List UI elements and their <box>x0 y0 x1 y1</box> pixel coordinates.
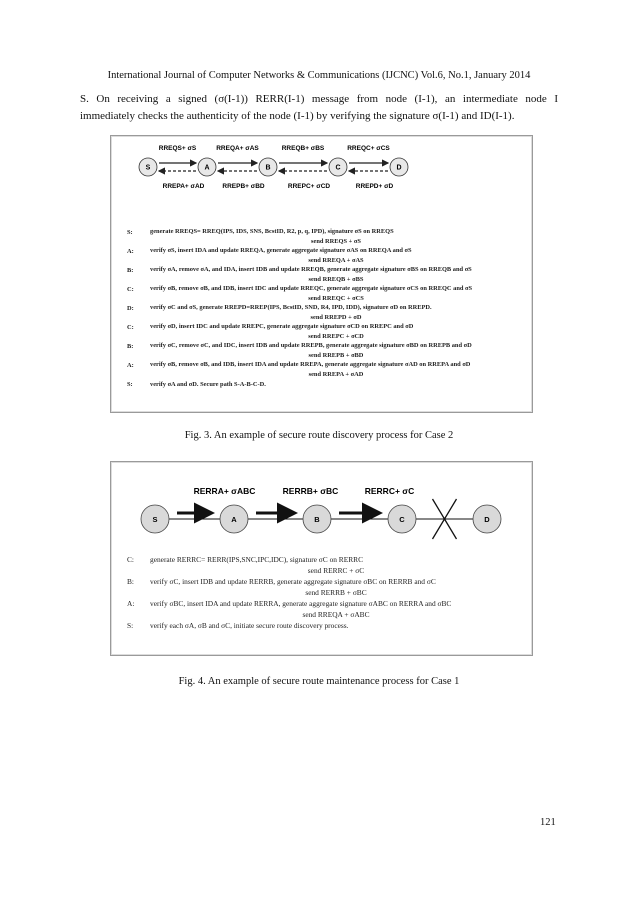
fig3-step-row <box>127 379 522 391</box>
fig3-request-label: RREQA+ σAS <box>216 145 259 152</box>
paragraph-line-1: S. On receiving a signed (σ(I-1)) RERR(I-1) message from node (I-1), an intermediate node I <box>80 93 558 105</box>
fig4-step-action: verify σC, insert IDB and update RERRB, generate aggregate signature σBC on RERRB and σC <box>150 577 436 586</box>
fig3-step-row <box>127 265 522 284</box>
fig4-step-row <box>127 576 522 598</box>
fig3-node-label: D <box>396 164 402 172</box>
fig3-step-text <box>150 360 522 379</box>
fig3-step-text <box>150 265 522 284</box>
fig4-step-send: send RERRB + σBC <box>305 588 367 597</box>
fig3-step-action: verify σC and σS, generate RREPD=RREP(IPS, BcstID, SND, R4, IPD, IDD), signature σD on RREPD. <box>150 304 432 311</box>
fig3-step-row <box>127 246 522 265</box>
fig3-step-label: S: <box>127 229 133 236</box>
fig3-reply-label: RREPB+ σBD <box>222 183 265 190</box>
journal-header: International Journal of Computer Networks & Communications (IJCNC) Vol.6, No.1, January 2014 <box>107 70 531 81</box>
fig3-step-row <box>127 360 522 379</box>
fig4-step-label: S: <box>127 621 134 630</box>
fig3-step-text <box>150 303 522 322</box>
fig4-step-row <box>127 598 522 620</box>
body-paragraph <box>80 91 558 125</box>
fig3-step-send: send RREPB + σBD <box>308 351 364 359</box>
fig3-step-list <box>127 227 522 391</box>
figure-3-caption <box>0 430 638 441</box>
fig4-diagram <box>111 462 532 552</box>
fig4-node-label: D <box>484 515 490 524</box>
fig3-step-send: send RREQC + σCS <box>308 294 364 302</box>
fig4-error-label: RERRC+ σC <box>364 486 415 496</box>
fig4-step-text <box>150 598 522 620</box>
figure-4-route-maintenance <box>110 461 533 656</box>
fig3-step-text <box>150 284 522 303</box>
fig3-step-text <box>150 246 522 265</box>
fig4-caption-text: Fig. 4. An example of secure route maintenance process for Case 1 <box>178 676 460 687</box>
fig3-node-label: A <box>204 164 210 172</box>
fig3-step-action: verify σC, remove σC, and IDC, insert IDB and update RREPB, generate aggregate signature σBD on RREPB and σD <box>150 342 472 349</box>
fig4-step-send: send RREQA + σABC <box>302 610 370 619</box>
fig4-node-label: B <box>314 515 320 524</box>
figure-4-caption <box>0 676 638 687</box>
fig3-step-action: verify σB, remove σB, and IDB, insert IDA and update RREPA, generate aggregate signature σAD on RREPA and σD <box>150 361 471 368</box>
fig3-step-send: send RREPA + σAD <box>308 370 364 378</box>
fig3-request-label: RREQB+ σBS <box>281 145 325 152</box>
fig3-diagram <box>111 136 532 226</box>
fig3-step-row <box>127 284 522 303</box>
fig3-reply-label: RREPD+ σD <box>355 183 394 190</box>
fig3-step-label: D: <box>127 305 134 312</box>
fig4-node-label: A <box>231 515 237 524</box>
fig4-step-text <box>150 576 522 598</box>
paragraph-line-2: immediately checks the authenticity of the node (I-1) by verifying the signature σ(I-1) and ID(I-1). <box>80 110 515 122</box>
fig4-step-action: generate RERRC= RERR(IPS,SNC,IPC,IDC), signature σC on RERRC <box>150 555 364 564</box>
fig3-step-action: verify σB, remove σB, and IDB, insert IDC and update RREQC, generate aggregate signature σCS on RREQC and σS <box>150 285 473 292</box>
fig4-step-row <box>127 620 522 631</box>
fig3-node-label: B <box>265 164 271 172</box>
fig3-step-action: verify σA and σD. Secure path S-A-B-C-D. <box>150 381 266 388</box>
fig3-reply-label: RREPC+ σCD <box>287 183 331 190</box>
fig3-request-label: RREQS+ σS <box>158 145 197 152</box>
fig3-step-label: A: <box>127 248 134 255</box>
fig4-node-label: C <box>399 515 405 524</box>
fig3-node-label: S <box>145 164 151 172</box>
fig4-step-row <box>127 554 522 576</box>
fig3-step-text <box>150 322 522 341</box>
fig3-step-row <box>127 341 522 360</box>
fig4-step-label: C: <box>127 555 134 564</box>
figure-3-route-discovery <box>110 135 533 413</box>
fig4-step-text <box>150 620 522 631</box>
fig3-step-label: B: <box>127 267 134 274</box>
fig3-request-label: RREQC+ σCS <box>347 145 390 152</box>
fig3-step-send: send RREQS + σS <box>311 237 361 245</box>
fig3-step-text <box>150 379 522 391</box>
fig3-step-row <box>127 303 522 322</box>
fig3-step-row <box>127 322 522 341</box>
fig4-node-label: S <box>152 515 158 524</box>
fig3-step-action: verify σD, insert IDC and update RREPC, generate aggregate signature σCD on RREPC and σD <box>150 323 414 330</box>
fig3-step-send: send RREQA + σAS <box>308 256 364 264</box>
fig3-step-label: C: <box>127 286 134 293</box>
fig3-step-action: verify σA, remove σA, and IDA, insert IDB and update RREQB, generate aggregate signature σBS on RREQB and σS <box>150 266 472 273</box>
fig3-step-label: A: <box>127 362 134 369</box>
fig3-step-send: send RREQB + σBS <box>308 275 364 283</box>
fig4-error-label: RERRA+ σABC <box>193 486 256 496</box>
fig4-step-label: A: <box>127 599 135 608</box>
page-number: 121 <box>540 817 556 828</box>
fig4-step-send: send RERRC + σC <box>307 566 365 575</box>
fig3-step-text <box>150 341 522 360</box>
fig3-step-action: verify σS, insert IDA and update RREQA, generate aggregate signature σAS on RREQA and σS <box>150 247 412 254</box>
fig3-step-label: C: <box>127 324 134 331</box>
fig3-step-label: B: <box>127 343 134 350</box>
fig4-step-action: verify each σA, σB and σC, initiate secure route discovery process. <box>150 621 349 630</box>
fig3-node-label: C <box>335 164 341 172</box>
fig4-step-label: B: <box>127 577 134 586</box>
fig3-caption-text: Fig. 3. An example of secure route discovery process for Case 2 <box>184 430 454 441</box>
fig4-error-label: RERRB+ σBC <box>282 486 339 496</box>
fig4-step-action: verify σBC, insert IDA and update RERRA, generate aggregate signature σABC on RERRA and σBC <box>150 599 452 608</box>
fig3-step-text <box>150 227 522 246</box>
fig3-reply-label: RREPA+ σAD <box>162 183 205 190</box>
fig3-step-row <box>127 227 522 246</box>
fig4-step-list <box>127 554 522 631</box>
fig3-step-label: S: <box>127 381 133 388</box>
fig4-step-text <box>150 554 522 576</box>
fig3-step-action: generate RREQS= RREQ(IPS, IDS, SNS, BcstID, R2, p, q, IPD), signature σS on RREQS <box>150 228 394 235</box>
fig3-step-send: send RREPC + σCD <box>308 332 364 340</box>
fig3-step-send: send RREPD + σD <box>310 313 362 321</box>
